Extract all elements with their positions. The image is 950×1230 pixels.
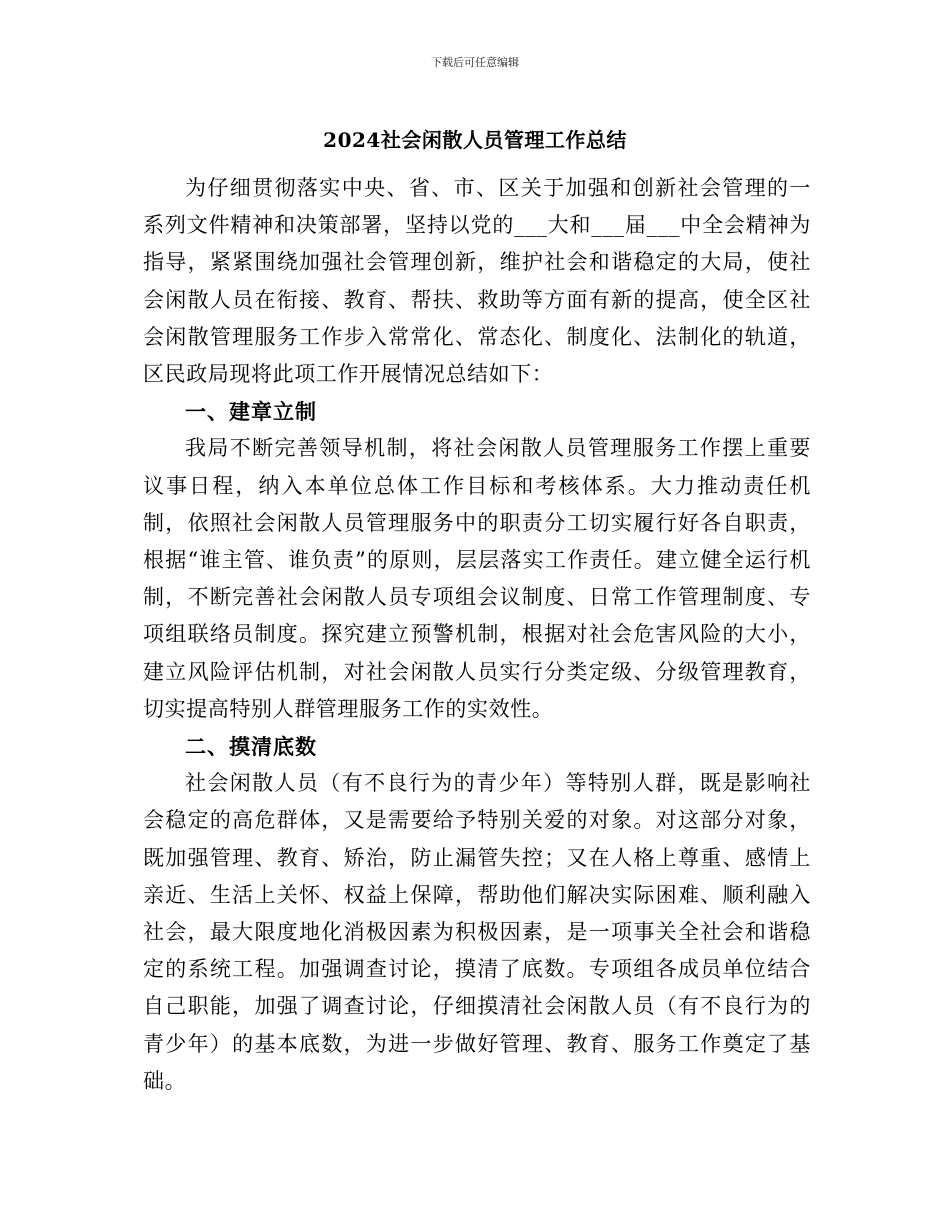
section-heading-2: 二、摸清底数	[185, 734, 317, 760]
section-paragraph-2: 社会闲散人员（有不良行为的青少年）等特别人群，既是影响社会稳定的高危群体，又是需要给予特别关爱的对象。对这部分对象，既加强管理、教育、矫治，防止漏管失控；又在人格上尊重、感情上亲近、生活上关怀、权益上保障，帮助他们解决实际困难、顺利融入社会，最大限度地化消极因素为积极因素，是一项事关全社会和谐稳定的系统工程。加强调查讨论，摸清了底数。专项组各成员单位结合自己职能，加强了调查讨论，仔细摸清社会闲散人员（有不良行为的青少年）的基本底数，为进一步做好管理、教育、服务工作奠定了基础。	[143, 771, 811, 1093]
section-heading-1: 一、建章立制	[185, 399, 317, 425]
document-title: 2024社会闲散人员管理工作总结	[323, 128, 627, 152]
section-paragraph-1: 我局不断完善领导机制，将社会闲散人员管理服务工作摆上重要议事日程，纳入本单位总体工作目标和考核体系。大力推动责任机制，依照社会闲散人员管理服务中的职责分工切实履行好各自职责，根据“谁主管、谁负责”的原则，层层落实工作责任。建立健全运行机制，不断完善社会闲散人员专项组会议制度、日常工作管理制度、专项组联络员制度。探究建立预警机制，根据对社会危害风险的大小，建立风险评估机制，对社会闲散人员实行分类定级、分级管理教育，切实提高特别人群管理服务工作的实效性。	[143, 436, 811, 721]
document-body	[143, 170, 811, 1100]
header-note: 下载后可任意编辑	[431, 56, 519, 69]
intro-paragraph: 为仔细贯彻落实中央、省、市、区关于加强和创新社会管理的一系列文件精神和决策部署，坚持以党的___大和___届___中全会精神为指导，紧紧围绕加强社会管理创新，维护社会和谐稳定的大局，使社会闲散人员在衔接、教育、帮扶、救助等方面有新的提高，使全区社会闲散管理服务工作步入常常化、常态化、制度化、法制化的轨道，区民政局现将此项工作开展情况总结如下：	[143, 176, 811, 387]
